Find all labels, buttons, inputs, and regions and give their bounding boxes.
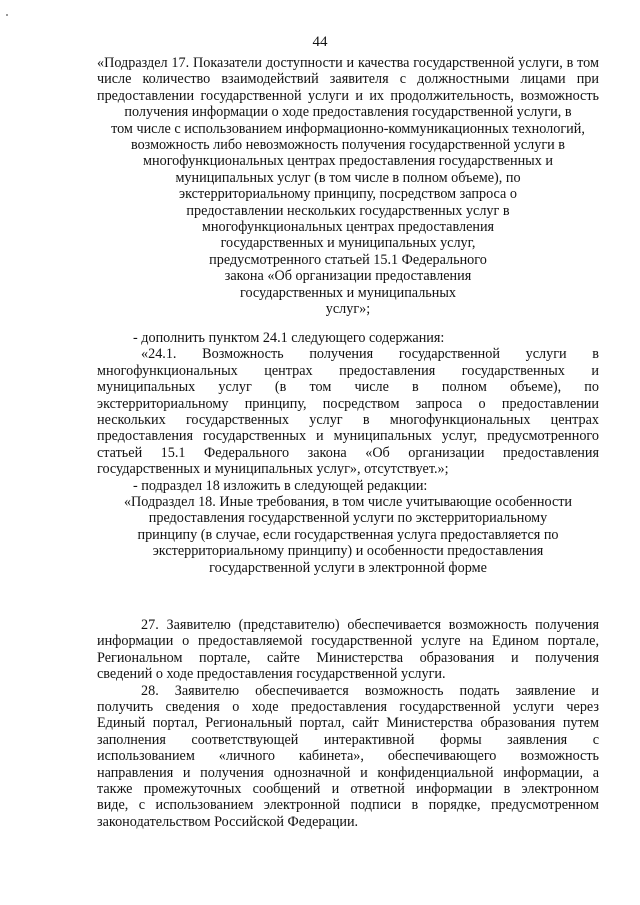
page-number: 44	[312, 34, 328, 50]
paragraph-line: Региональном портале, сайте Министерства образования и получения	[97, 649, 599, 666]
paragraph-line: 28. Заявителю обеспечивается возможность подать заявление и	[141, 682, 599, 699]
paragraph-line: информации о предоставляемой государственной услуге на Едином портале,	[97, 633, 599, 650]
heading-line: государственных и муниципальных	[240, 284, 456, 301]
clause-line: муниципальных услуг (в том числе в полном объеме), по	[97, 379, 599, 396]
paragraph-line: Единый портал, Региональный портал, сайт Министерства образования путем	[97, 715, 599, 732]
heading-line: «Подраздел 18. Иные требования, в том числе учитывающие особенности	[123, 494, 573, 511]
paragraph-line: получить сведения о ходе предоставления государственной услуги через	[97, 699, 599, 716]
heading-line: государственных и муниципальных услуг,	[220, 235, 476, 252]
heading-line: многофункциональных центрах предоставления	[201, 219, 495, 236]
heading-line: предоставлении государственной услуги и их продолжительность, возможность	[97, 87, 599, 104]
paragraphs-27-28	[97, 617, 599, 830]
paragraph-27	[97, 617, 599, 683]
scan-artifact	[6, 14, 8, 16]
heading-line: предоставления государственной услуги по экстерриториальному	[148, 510, 548, 527]
clause-line: предоставления государственных и муниципальных услуг, предусмотренного	[97, 428, 599, 445]
paragraph-line: направления и получения однозначной и конфиденциальной информации, а	[97, 764, 599, 781]
heading-line: том числе с использованием информационно-коммуникационных технологий,	[111, 120, 585, 137]
heading-line: получения информации о ходе предоставления государственной услуги, в	[124, 104, 572, 121]
paragraph-line: законодательством Российской Федерации.	[97, 813, 359, 830]
paragraph-line: заполнения соответствующей интерактивной формы заявления с	[97, 731, 599, 748]
paragraph-line: 27. Заявителю (представителю) обеспечивается возможность получения	[141, 617, 599, 633]
clause-line: многофункциональных центрах предоставления государственных и	[97, 362, 599, 379]
subsection-17-heading	[97, 55, 599, 318]
heading-line: услуг»;	[325, 301, 371, 318]
clause-line: экстерриториальному принципу, посредством запроса о предоставлении	[97, 395, 599, 412]
heading-line: возможность либо невозможность получения государственной услуги в	[130, 137, 565, 154]
paragraph-line: также промежуточных сообщений и ответной информации в электронном	[97, 781, 599, 798]
heading-line: «Подраздел 17. Показатели доступности и качества государственной услуги, в том	[97, 55, 599, 71]
clause-line: нескольких государственных услуг в многофункциональных центрах	[97, 412, 599, 429]
heading-line: экстерриториальному принципу, посредством запроса о	[179, 186, 517, 203]
heading-line: многофункциональных центрах предоставления государственных и	[143, 153, 553, 170]
heading-line: числе количество взаимодействий заявителя с должностными лицами при	[97, 71, 599, 88]
instruction-replace-subsection: - подраздел 18 изложить в следующей редакции:	[133, 477, 428, 494]
heading-line: государственной услуги в электронной форме	[209, 559, 487, 576]
paragraph-line: использованием «личного кабинета», обеспечивающего возможность	[97, 748, 599, 765]
clause-line: статьей 15.1 Федерального закона «Об организации предоставления	[97, 444, 599, 461]
subsection-18-heading	[97, 494, 599, 576]
amendment-block	[97, 330, 599, 576]
heading-line: муниципальных услуг (в том числе в полном объеме), по	[175, 169, 521, 186]
paragraph-28	[97, 683, 599, 831]
clause-line: «24.1. Возможность получения государственной услуги в	[141, 346, 599, 363]
heading-line: предусмотренного статьей 15.1 Федерального	[209, 251, 487, 268]
instruction-add-clause: - дополнить пунктом 24.1 следующего содержания:	[133, 330, 445, 346]
clause-line: государственных и муниципальных услуг», отсутствует.»;	[97, 461, 449, 478]
heading-line: предоставлении нескольких государственных услуг в	[186, 202, 510, 219]
heading-line: принципу (в случае, если государственная услуга предоставляется по	[137, 526, 559, 543]
paragraph-line: сведений о ходе предоставления государственной услуги.	[97, 666, 446, 683]
heading-line: экстерриториальному принципу) и особенности предоставления	[152, 543, 544, 560]
heading-line: закона «Об организации предоставления	[224, 268, 472, 285]
paragraph-line: виде, с использованием электронной подписи в порядке, предусмотренном	[97, 797, 599, 814]
